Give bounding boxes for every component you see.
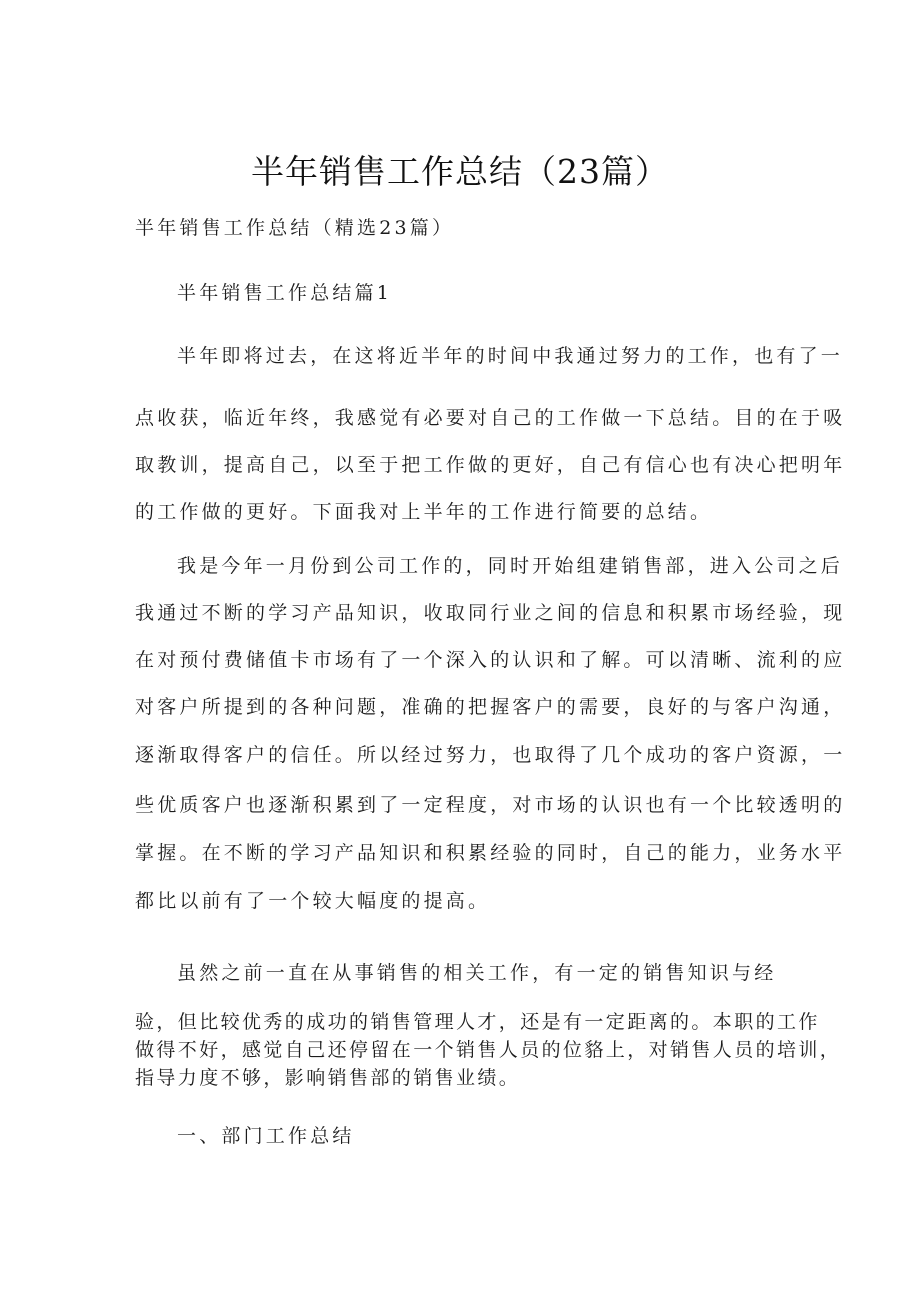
paragraph-line: 我是今年一月份到公司工作的，同时开始组建销售部，进入公司之后: [177, 555, 844, 577]
paragraph-line: 逐渐取得客户的信任。所以经过努力，也取得了几个成功的客户资源，一: [135, 744, 846, 766]
paragraph-line: 的工作做的更好。下面我对上半年的工作进行简要的总结。: [135, 501, 713, 523]
subheading: 一、部门工作总结: [177, 1125, 355, 1147]
section-heading: 半年销售工作总结篇1: [177, 282, 393, 304]
paragraph-line: 半年即将过去，在这将近半年的时间中我通过努力的工作，也有了一: [177, 345, 844, 367]
paragraph-line: 对客户所提到的各种问题，准确的把握客户的需要，良好的与客户沟通，: [135, 696, 846, 718]
paragraph-line: 些优质客户也逐渐积累到了一定程度，对市场的认识也有一个比较透明的: [135, 794, 846, 816]
paragraph-line: 取教训，提高自己，以至于把工作做的更好，自己有信心也有决心把明年: [135, 454, 846, 476]
paragraph-line: 我通过不断的学习产品知识，收取同行业之间的信息和积累市场经验，现: [135, 602, 846, 624]
document-subtitle: 半年销售工作总结（精选23篇）: [135, 217, 455, 239]
paragraph-line: 都比以前有了一个较大幅度的提高。: [135, 890, 491, 912]
paragraph-line: 掌握。在不断的学习产品知识和积累经验的同时，自己的能力，业务水平: [135, 842, 846, 864]
paragraph-line: 验，但比较优秀的成功的销售管理人才，还是有一定距离的。本职的工作: [135, 1011, 820, 1033]
paragraph-line: 在对预付费储值卡市场有了一个深入的认识和了解。可以清晰、流利的应: [135, 649, 846, 671]
paragraph-line: 指导力度不够，影响销售部的销售业绩。: [135, 1067, 521, 1089]
document-title: 半年销售工作总结（23篇）: [251, 152, 669, 191]
paragraph-line: 虽然之前一直在从事销售的相关工作，有一定的销售知识与经: [177, 962, 777, 984]
paragraph-line: 点收获，临近年终，我感觉有必要对自己的工作做一下总结。目的在于吸: [135, 407, 846, 429]
paragraph-line: 做得不好，感觉自己还停留在一个销售人员的位貉上，对销售人员的培训，: [135, 1039, 842, 1061]
